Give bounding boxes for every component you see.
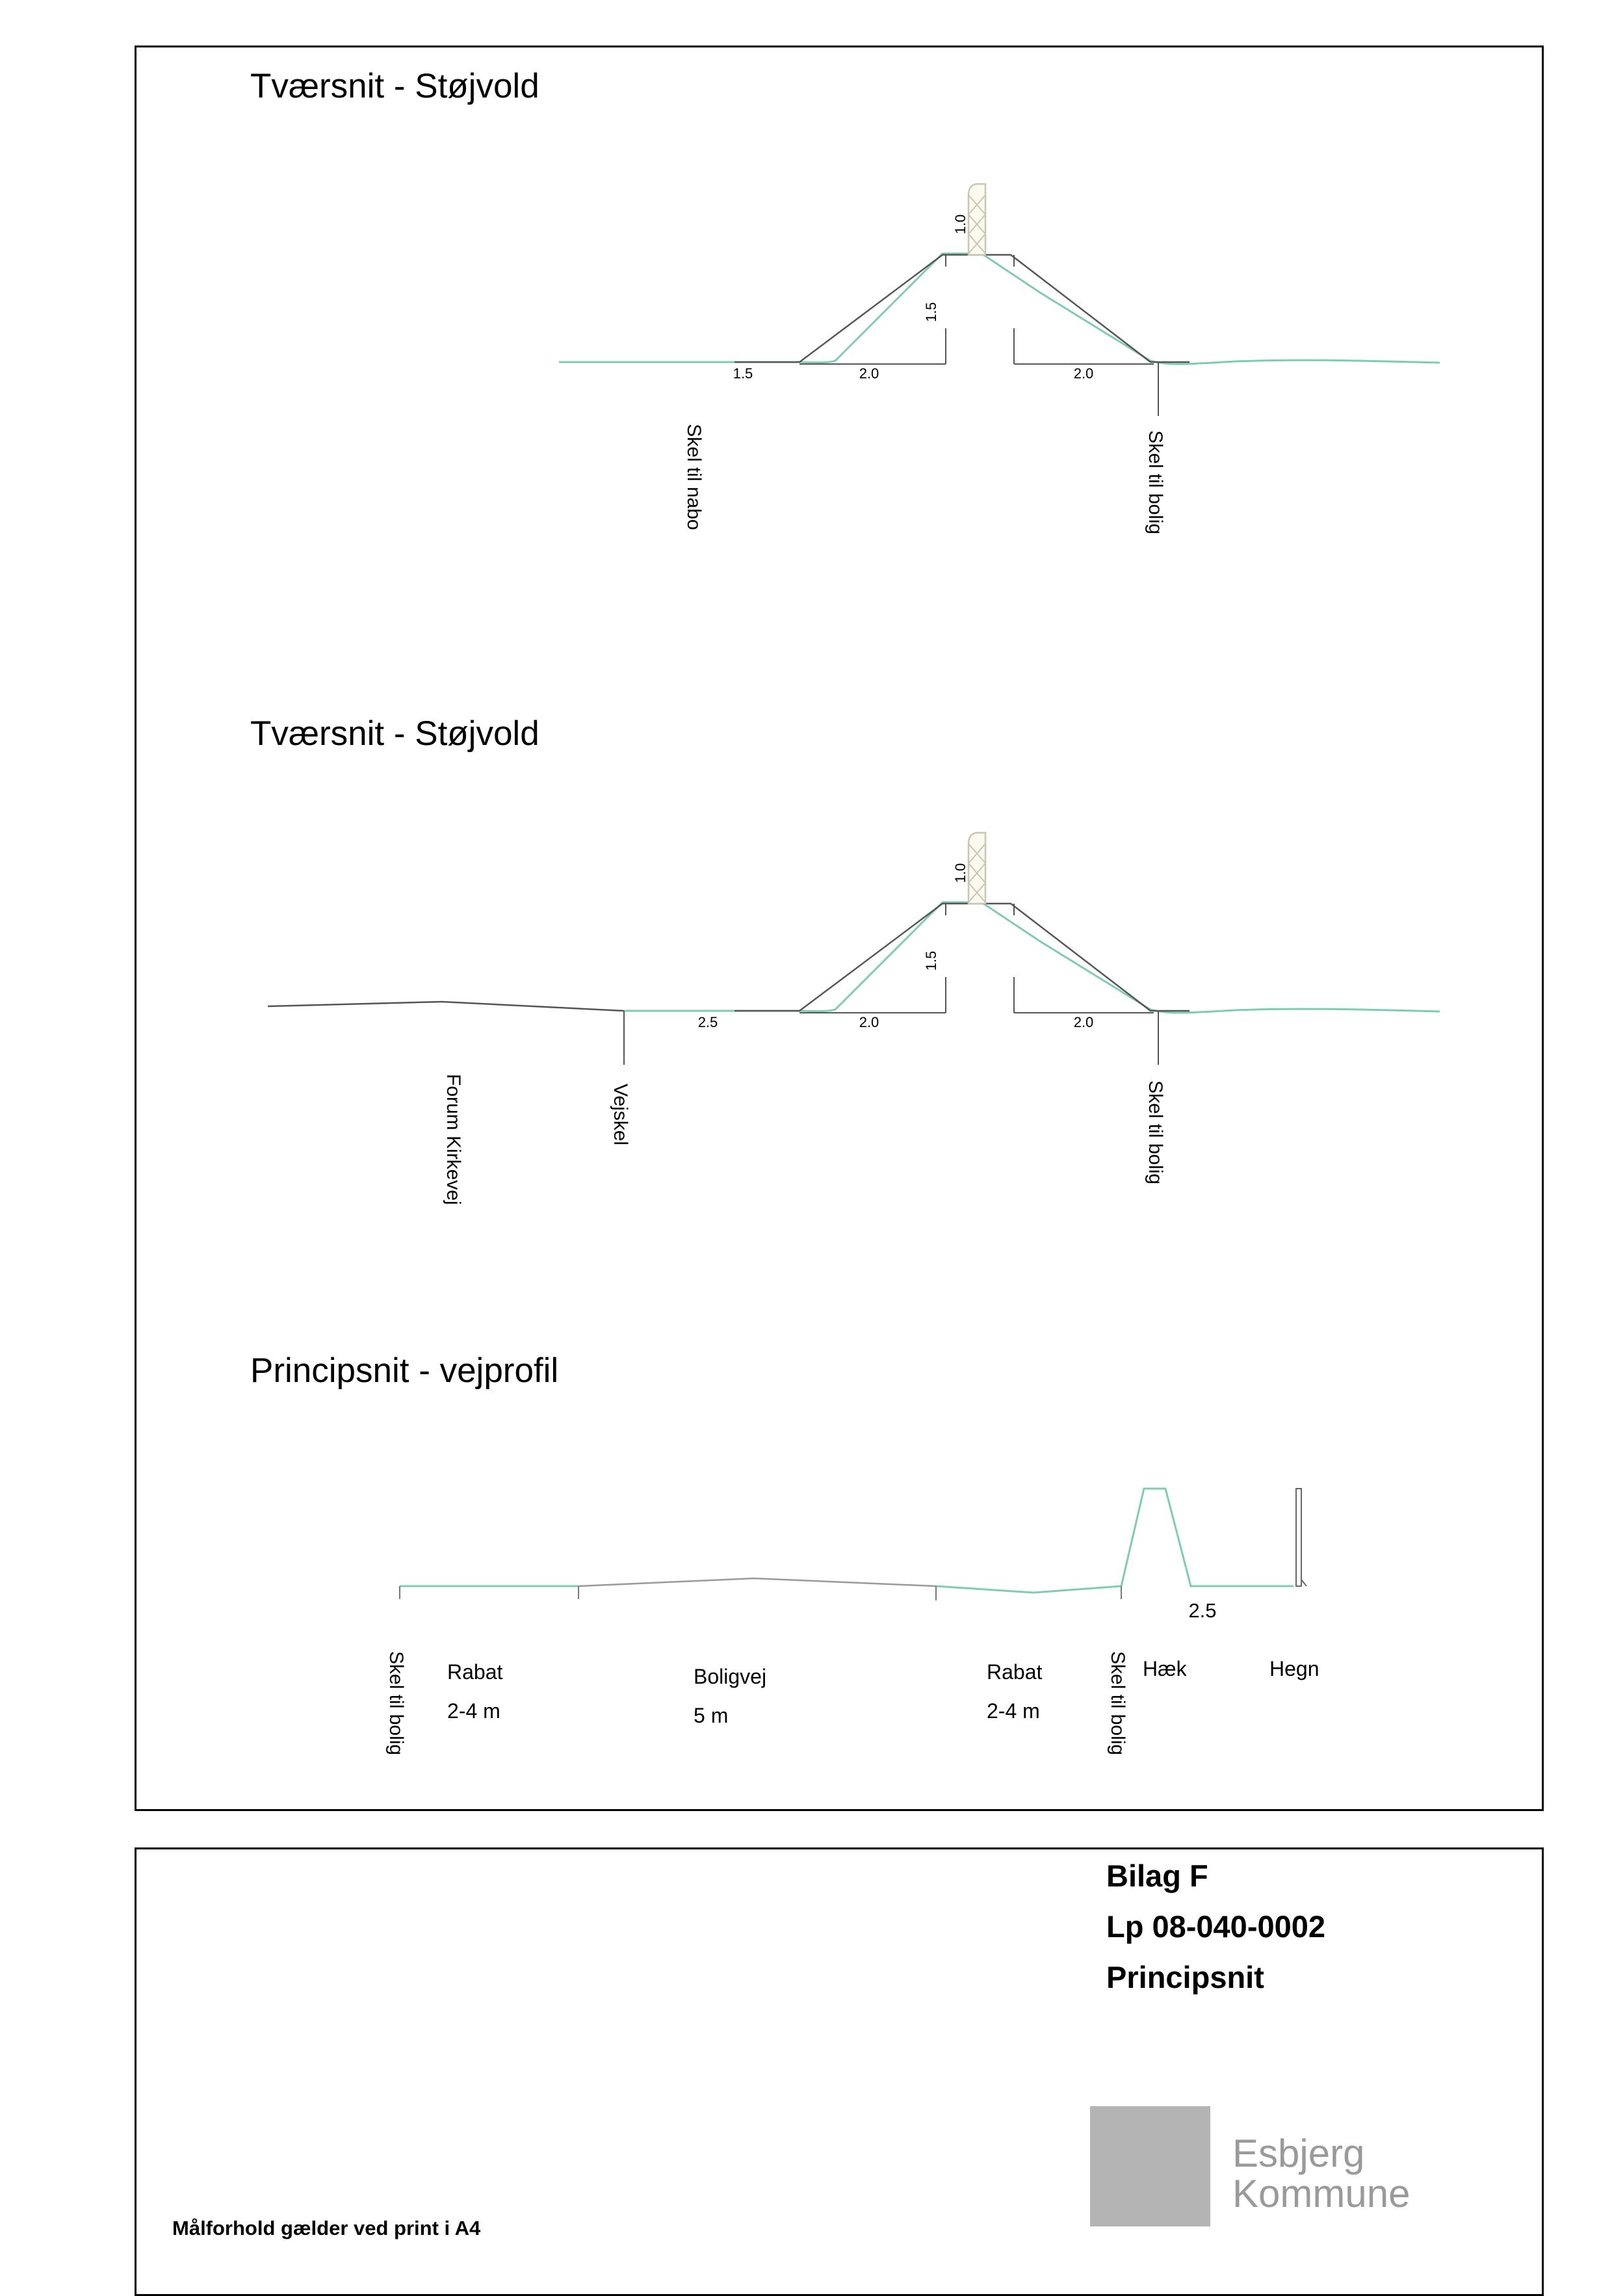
- section-3-label-haek: Hæk: [1143, 1657, 1187, 1680]
- section-2-label-forum-kirkevej: Forum Kirkevej: [443, 1074, 464, 1205]
- title-block-plan-number: Lp 08-040-0002: [1106, 1909, 1326, 1944]
- section-3-fence-post: [1296, 1489, 1306, 1586]
- section-2-label-skel-bolig: Skel til bolig: [1145, 1080, 1166, 1185]
- section-1-dim-right: 2.0: [1073, 365, 1094, 382]
- section-1-dim-bank-height: 1.5: [923, 302, 939, 322]
- section-2-dim-fence-height: 1.0: [952, 863, 968, 883]
- section-2-label-vejskel: Vejskel: [610, 1084, 631, 1146]
- section-2-bank-outline: [734, 904, 1190, 1011]
- section-1-dim-toe: 1.5: [733, 365, 753, 382]
- print-scale-note: Målforhold gælder ved print i A4: [172, 2217, 481, 2239]
- section-2-drawing: [268, 833, 1440, 1205]
- section-1-label-skel-bolig: Skel til bolig: [1145, 430, 1166, 535]
- section-2-dim-bank-height: 1.5: [923, 950, 939, 971]
- section-3-label-rabat-right: Rabat: [987, 1660, 1043, 1684]
- title-block-subject: Principsnit: [1106, 1960, 1264, 1994]
- section-2-fence: [968, 833, 985, 904]
- section-1-drawing: [559, 184, 1440, 534]
- section-1-title: Tværsnit - Støjvold: [250, 67, 540, 105]
- logo-text-esbjerg: Esbjerg: [1232, 2132, 1365, 2175]
- section-1-dim-fence-height: 1.0: [952, 214, 968, 235]
- title-block-bilag: Bilag F: [1106, 1859, 1208, 1893]
- section-1-fence: [968, 184, 985, 255]
- section-3-drawing: [385, 1489, 1320, 1755]
- section-2-road-surface: [268, 1002, 624, 1011]
- logo-text-kommune: Kommune: [1232, 2172, 1410, 2215]
- section-1-terrain: [559, 254, 1440, 364]
- section-2-dim-right: 2.0: [1073, 1014, 1094, 1030]
- section-3-dim-hedge-width: 2.5: [1188, 1599, 1217, 1622]
- section-3-title: Principsnit - vejprofil: [250, 1351, 559, 1390]
- section-3-label-rabat-left-width: 2-4 m: [447, 1699, 500, 1723]
- section-2-dim-toe: 2.5: [697, 1014, 718, 1030]
- section-3-label-skel-bolig-right: Skel til bolig: [1107, 1651, 1128, 1756]
- logo-background: [1090, 2106, 1210, 2226]
- section-3-label-rabat-right-width: 2-4 m: [987, 1699, 1040, 1723]
- section-3-label-hegn: Hegn: [1269, 1657, 1320, 1680]
- section-2-dim-left: 2.0: [859, 1014, 879, 1030]
- section-3-label-skel-bolig-left: Skel til bolig: [385, 1651, 407, 1756]
- section-1-label-skel-nabo: Skel til nabo: [683, 424, 705, 530]
- section-1-dim-left: 2.0: [859, 365, 879, 382]
- section-1-bank-outline: [734, 255, 1190, 362]
- section-3-label-boligvej: Boligvej: [694, 1665, 767, 1688]
- section-3-label-rabat-left: Rabat: [447, 1660, 503, 1684]
- section-2-title: Tværsnit - Støjvold: [250, 714, 540, 753]
- section-3-label-boligvej-width: 5 m: [694, 1704, 729, 1727]
- section-3-right-verge: [936, 1489, 1294, 1593]
- section-3-road-surface: [578, 1578, 936, 1586]
